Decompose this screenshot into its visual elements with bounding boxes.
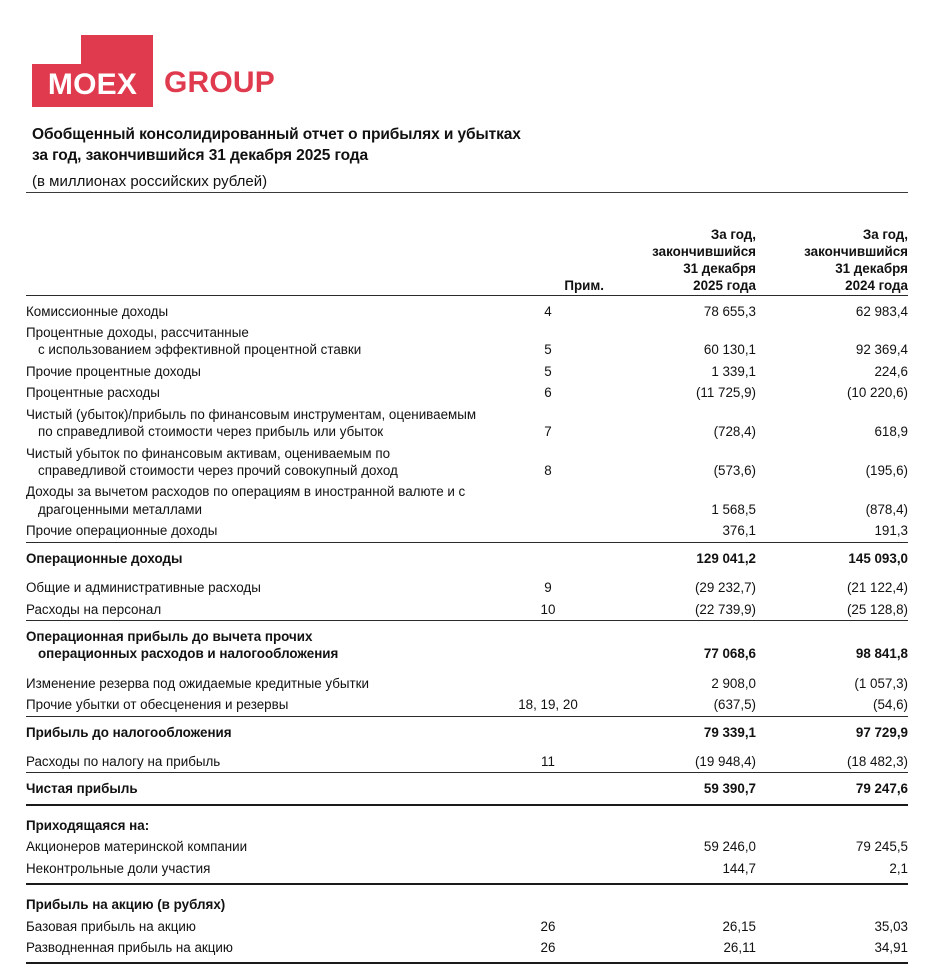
- row-current-value: (728,4): [713, 424, 756, 440]
- row-current-value: 59 390,7: [604, 773, 756, 805]
- row-previous-value: (25 128,8): [846, 601, 908, 617]
- row-current-value: 77 068,6: [604, 620, 756, 667]
- row-label: [26, 620, 492, 667]
- row-label-line2: по справедливой стоимости через прибыль или убыток: [38, 424, 384, 440]
- row-label: Акционеров материнской компании: [26, 839, 248, 855]
- table-row: [26, 599, 908, 621]
- table-row-grand-total: [26, 773, 908, 805]
- table-section-heading: [26, 815, 908, 836]
- row-note: [492, 620, 604, 667]
- row-label: Изменение резерва под ожидаемые кредитные убытки: [26, 675, 369, 691]
- row-current-value: [604, 815, 756, 836]
- row-label: Неконтрольные доли участия: [26, 858, 492, 884]
- row-previous-value: 224,6: [874, 363, 908, 379]
- table-row: [26, 443, 908, 482]
- row-previous-value: 34,91: [756, 937, 908, 963]
- row-note: [492, 815, 604, 836]
- row-previous-value: 35,03: [874, 918, 908, 934]
- table-row: [26, 916, 908, 937]
- row-previous-value: (1 057,3): [854, 675, 908, 691]
- row-label: Общие и административные расходы: [26, 580, 261, 596]
- row-previous-value: 62 983,4: [756, 295, 908, 322]
- row-note: 5: [544, 342, 552, 358]
- row-current-value: 2 908,0: [711, 675, 756, 691]
- table-row: [26, 295, 908, 322]
- row-previous-value: (878,4): [865, 501, 908, 517]
- row-previous-value: 79 245,5: [855, 839, 908, 855]
- column-header-current-l1: За год,: [710, 227, 756, 242]
- table-row: [26, 577, 908, 598]
- column-header-previous-year: [756, 226, 908, 295]
- column-header-note: Прим.: [564, 278, 604, 294]
- row-label-line2: с использованием эффективной процентной ставки: [38, 342, 362, 358]
- row-previous-value: [756, 815, 908, 836]
- table-row: [26, 382, 908, 403]
- row-current-value: [604, 894, 756, 915]
- document-title-line1: Обобщенный консолидированный отчет о прибылях и убытках: [32, 126, 521, 143]
- row-current-value: (19 948,4): [694, 754, 756, 770]
- row-previous-value: (18 482,3): [846, 754, 908, 770]
- income-statement-table: [26, 226, 908, 964]
- row-note: 10: [540, 601, 556, 617]
- row-label-line1: Операционная прибыль до вычета прочих: [26, 628, 313, 644]
- row-previous-value: 191,3: [874, 523, 908, 539]
- table-row: [26, 404, 908, 443]
- row-current-value: (22 739,9): [694, 601, 756, 617]
- table-row: [26, 858, 908, 884]
- row-previous-value: 145 093,0: [756, 542, 908, 572]
- row-note: 5: [544, 363, 552, 379]
- row-previous-value: (21 122,4): [846, 580, 908, 596]
- row-note: [492, 858, 604, 884]
- column-header-current-l4: 2025 года: [693, 278, 756, 294]
- row-note: 8: [544, 463, 552, 478]
- row-note: 7: [544, 424, 552, 440]
- row-label: Прибыль до налогообложения: [26, 716, 492, 746]
- row-previous-value: 79 247,6: [756, 773, 908, 805]
- row-label: Базовая прибыль на акцию: [26, 918, 196, 934]
- row-previous-value: (195,6): [865, 463, 908, 478]
- table-row: [26, 751, 908, 773]
- document-units: (в миллионах российских рублей): [32, 173, 268, 190]
- table-row: [26, 673, 908, 694]
- row-note: 9: [544, 580, 552, 596]
- row-label: [26, 481, 492, 520]
- row-note: 26: [492, 937, 604, 963]
- row-label: Разводненная прибыль на акцию: [26, 937, 492, 963]
- row-previous-value: (54,6): [873, 697, 908, 713]
- row-current-value: 60 130,1: [703, 342, 756, 358]
- row-note: [492, 836, 604, 857]
- row-note: [492, 542, 604, 572]
- row-label: Операционные доходы: [26, 542, 492, 572]
- row-previous-value: 618,9: [874, 424, 908, 440]
- row-label: Процентные расходы: [26, 385, 160, 401]
- row-spacer: [26, 884, 908, 894]
- row-note: [492, 773, 604, 805]
- row-current-value: 26,11: [604, 937, 756, 963]
- row-note: 18, 19, 20: [518, 697, 578, 713]
- row-note: 4: [492, 295, 604, 322]
- row-label: Прибыль на акцию (в рублях): [26, 897, 226, 913]
- row-previous-value: (10 220,6): [846, 385, 908, 401]
- column-header-label: [26, 226, 492, 295]
- row-label: Прочие процентные доходы: [26, 363, 201, 379]
- row-label: [26, 404, 492, 443]
- row-label-line2: операционных расходов и налогообложения: [38, 646, 339, 662]
- row-label-line1: Чистый убыток по финансовым активам, оцениваемым по: [26, 445, 391, 461]
- table-row: [26, 937, 908, 963]
- logo-shape-notch: [81, 35, 153, 65]
- row-label-line2: справедливой стоимости через прочий совокупный доход: [38, 463, 398, 478]
- row-previous-value: 98 841,8: [756, 620, 908, 667]
- row-current-value: (573,6): [713, 463, 756, 478]
- column-header-previous-l3: 31 декабря: [835, 261, 908, 277]
- row-note: 26: [540, 918, 556, 934]
- row-label: [26, 443, 492, 482]
- moex-logo-mark: [32, 35, 153, 107]
- moex-group-logo: [32, 33, 275, 107]
- row-note: [492, 673, 604, 694]
- row-note: [492, 894, 604, 915]
- row-previous-value: [756, 894, 908, 915]
- row-note: [492, 481, 604, 520]
- column-header-previous-l2: закончившийся: [804, 244, 908, 260]
- row-note: [492, 716, 604, 746]
- row-current-value: 79 339,1: [604, 716, 756, 746]
- row-current-value: 78 655,3: [604, 295, 756, 322]
- row-current-value: 1 568,5: [711, 501, 756, 517]
- row-label: Прочие убытки от обесценения и резервы: [26, 697, 289, 713]
- document-title: [32, 124, 892, 167]
- table-section-heading: [26, 894, 908, 915]
- row-current-value: (11 725,9): [695, 385, 756, 401]
- column-header-current-l2: закончившийся: [652, 244, 756, 260]
- table-row: [26, 520, 908, 542]
- row-current-value: (29 232,7): [694, 580, 756, 596]
- logo-group-text: GROUP: [164, 66, 276, 99]
- table-row: [26, 322, 908, 361]
- row-note: [492, 520, 604, 542]
- row-label: [26, 322, 492, 361]
- row-label: Расходы на персонал: [26, 601, 162, 617]
- row-label: Чистая прибыль: [26, 773, 492, 805]
- row-current-value: 1 339,1: [711, 363, 756, 379]
- row-current-value: 144,7: [604, 858, 756, 884]
- row-current-value: 129 041,2: [604, 542, 756, 572]
- table-row-total: [26, 542, 908, 572]
- table-header-row: [26, 226, 908, 295]
- table-row-total: [26, 620, 908, 667]
- table-row: [26, 694, 908, 716]
- column-header-current-year: [604, 226, 756, 295]
- row-previous-value: 97 729,9: [756, 716, 908, 746]
- row-spacer: [26, 805, 908, 815]
- table-row: [26, 361, 908, 382]
- title-divider: [26, 192, 908, 193]
- row-current-value: 376,1: [722, 523, 756, 539]
- row-label: Расходы по налогу на прибыль: [26, 754, 221, 770]
- column-header-previous-l1: За год,: [862, 227, 908, 242]
- logo-moex-text: MOEX: [47, 67, 138, 101]
- table-body: [26, 295, 908, 963]
- row-current-value: 26,15: [722, 918, 756, 934]
- row-label: Комиссионные доходы: [26, 295, 492, 322]
- column-header-previous-l4: 2024 года: [845, 278, 908, 294]
- row-current-value: (637,5): [713, 697, 756, 713]
- row-previous-value: 2,1: [756, 858, 908, 884]
- table-row: [26, 836, 908, 857]
- row-note: 11: [541, 754, 555, 770]
- row-previous-value: 92 369,4: [855, 342, 908, 358]
- row-label: Прочие операционные доходы: [26, 523, 218, 539]
- row-label-line2: драгоценными металлами: [38, 501, 202, 517]
- row-label-line1: Чистый (убыток)/прибыль по финансовым инструментам, оцениваемым: [26, 406, 477, 422]
- row-label-line1: Процентные доходы, рассчитанные: [26, 325, 249, 341]
- document-title-line2: за год, закончившийся 31 декабря 2025 года: [32, 147, 369, 165]
- column-header-current-l3: 31 декабря: [683, 261, 756, 277]
- table-header: [26, 226, 908, 295]
- row-current-value: 59 246,0: [703, 839, 756, 855]
- row-note: 6: [544, 385, 552, 401]
- table-row-total: [26, 716, 908, 746]
- table-row: [26, 481, 908, 520]
- row-label-line1: Доходы за вычетом расходов по операциям в иностранной валюте и с: [26, 484, 466, 500]
- row-label: Приходящаяся на:: [26, 817, 150, 833]
